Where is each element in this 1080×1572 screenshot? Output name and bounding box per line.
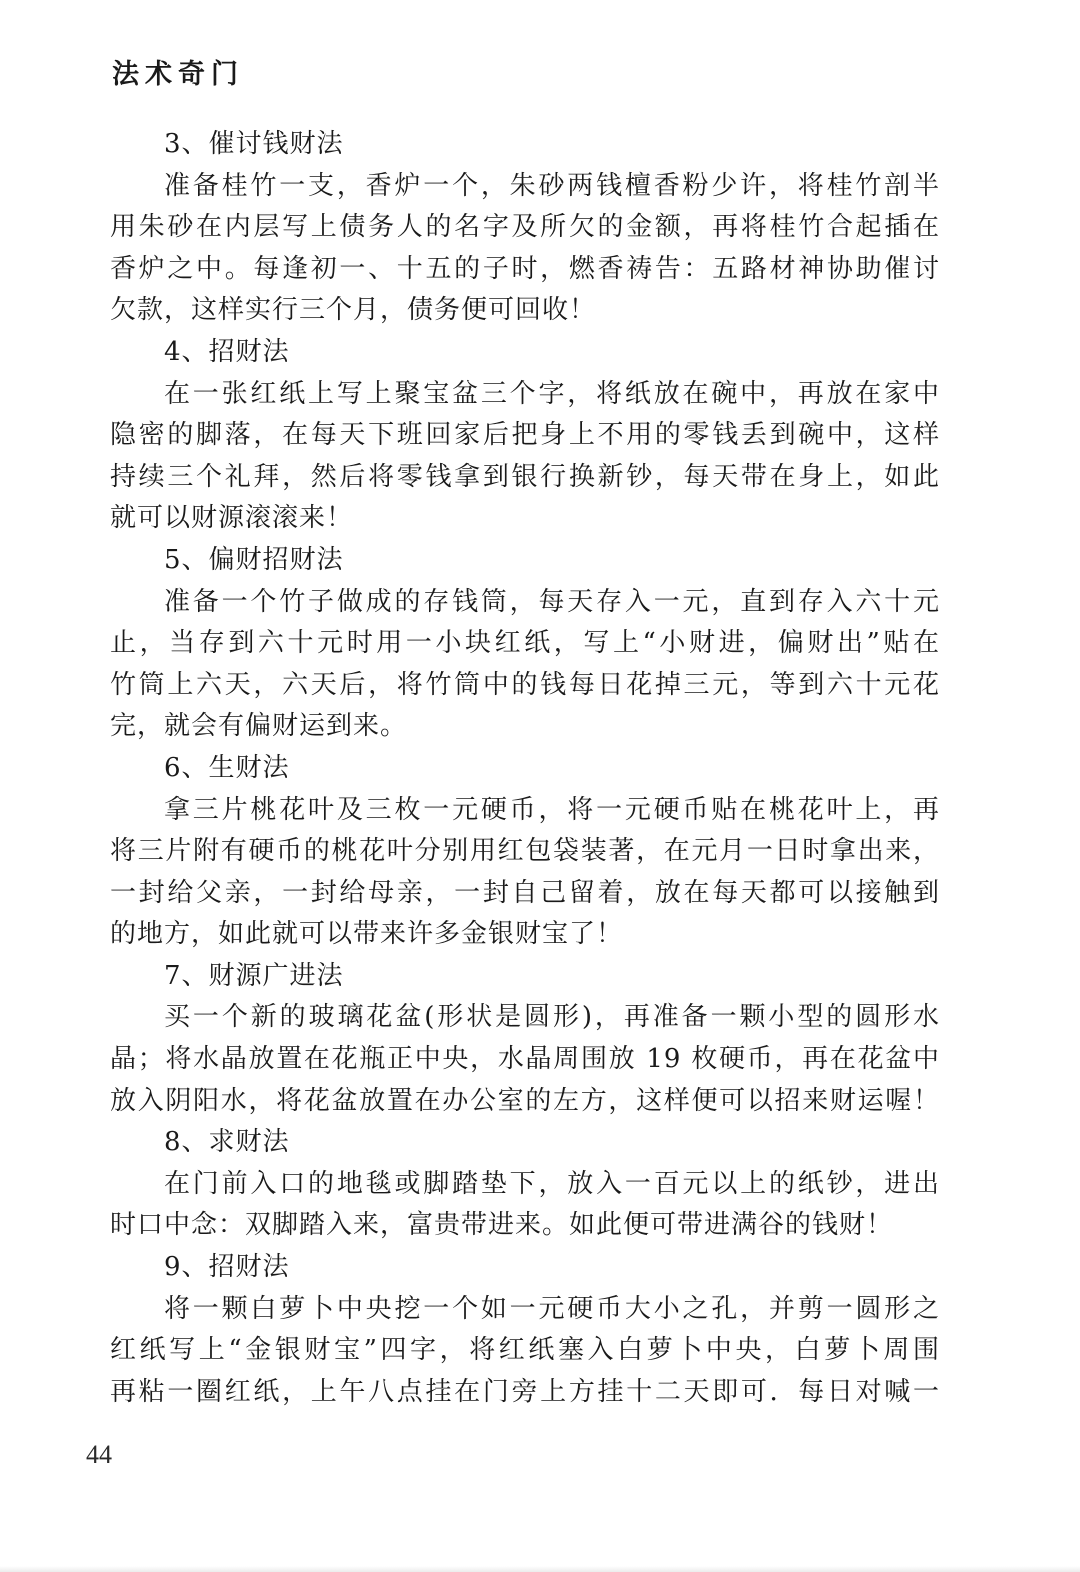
body-text-line: 拿三片桃花叶及三枚一元硬币，将一元硬币贴在桃花叶上，再 [164, 794, 940, 825]
body-text-line: 香炉之中。每逢初一、十五的子时，燃香祷告：五路材神协助催讨 [110, 253, 940, 284]
section-heading: 6、生财法 [164, 752, 290, 783]
body-text-line: 晶；将水晶放置在花瓶正中央，水晶周围放 19 枚硬币，再在花盆中 [110, 1044, 940, 1075]
body-text-line: 将三片附有硬币的桃花叶分别用红包袋装著，在元月一日时拿出来， [110, 836, 940, 867]
body-text-line: 完，就会有偏财运到来。 [110, 711, 408, 742]
body-text-line: 隐密的脚落，在每天下班回家后把身上不用的零钱丢到碗中，这样 [110, 420, 940, 451]
section-heading: 5、偏财招财法 [164, 544, 344, 575]
body-text-line: 欠款，这样实行三个月，债务便可回收！ [110, 295, 597, 326]
body-text-line: 准备一个竹子做成的存钱筒，每天存入一元，直到存入六十元 [164, 586, 940, 617]
body-text-line: 持续三个礼拜，然后将零钱拿到银行换新钞，每天带在身上，如此 [110, 461, 940, 492]
body-text-line: 准备桂竹一支，香炉一个，朱砂两钱檀香粉少许，将桂竹剖半 [164, 170, 940, 201]
page-number: 44 [86, 1440, 112, 1469]
running-head: 法术奇门 [112, 59, 244, 90]
body-text-line: 在一张红纸上写上聚宝盆三个字，将纸放在碗中，再放在家中 [164, 378, 940, 409]
body-text-line: 时口中念：双脚踏入来，富贵带进来。如此便可带进满谷的钱财！ [110, 1210, 894, 1241]
body-text-line: 买一个新的玻璃花盆(形状是圆形)，再准备一颗小型的圆形水 [164, 1002, 940, 1033]
body-text-line: 一封给父亲，一封给母亲，一封自己留着，放在每天都可以接触到 [110, 877, 940, 908]
body-text-line: 就可以财源滚滚来！ [110, 503, 354, 534]
section-heading: 8、求财法 [164, 1127, 290, 1158]
section-heading: 3、催讨钱财法 [164, 129, 344, 159]
body-text-line: 再粘一圈红纸，上午八点挂在门旁上方挂十二天即可．每日对喊一 [110, 1376, 940, 1407]
section-heading: 7、财源广进法 [164, 960, 344, 991]
page-edge-shadow [0, 1566, 1080, 1572]
section-heading: 9、招财法 [164, 1252, 290, 1283]
body-text-line: 红纸写上“金银财宝”四字，将红纸塞入白萝卜中央，白萝卜周围 [110, 1335, 940, 1366]
body-text-line: 将一颗白萝卜中央挖一个如一元硬币大小之孔，并剪一圆形之 [164, 1293, 940, 1324]
body-text-line: 的地方，如此就可以带来许多金银财宝了！ [110, 919, 624, 950]
body-text-line: 用朱砂在内层写上债务人的名字及所欠的金额，再将桂竹合起插在 [110, 212, 940, 243]
page-body [110, 124, 940, 1413]
body-text-line: 止，当存到六十元时用一小块红纸，写上“小财进，偏财出”贴在 [110, 628, 940, 659]
body-text-line: 在门前入口的地毯或脚踏垫下，放入一百元以上的纸钞，进出 [164, 1168, 940, 1199]
body-text-line: 竹筒上六天，六天后，将竹筒中的钱每日花掉三元，等到六十元花 [110, 669, 940, 700]
section-heading: 4、招财法 [164, 336, 290, 367]
body-text-line: 放入阴阳水，将花盆放置在办公室的左方，这样便可以招来财运喔！ [110, 1085, 940, 1116]
